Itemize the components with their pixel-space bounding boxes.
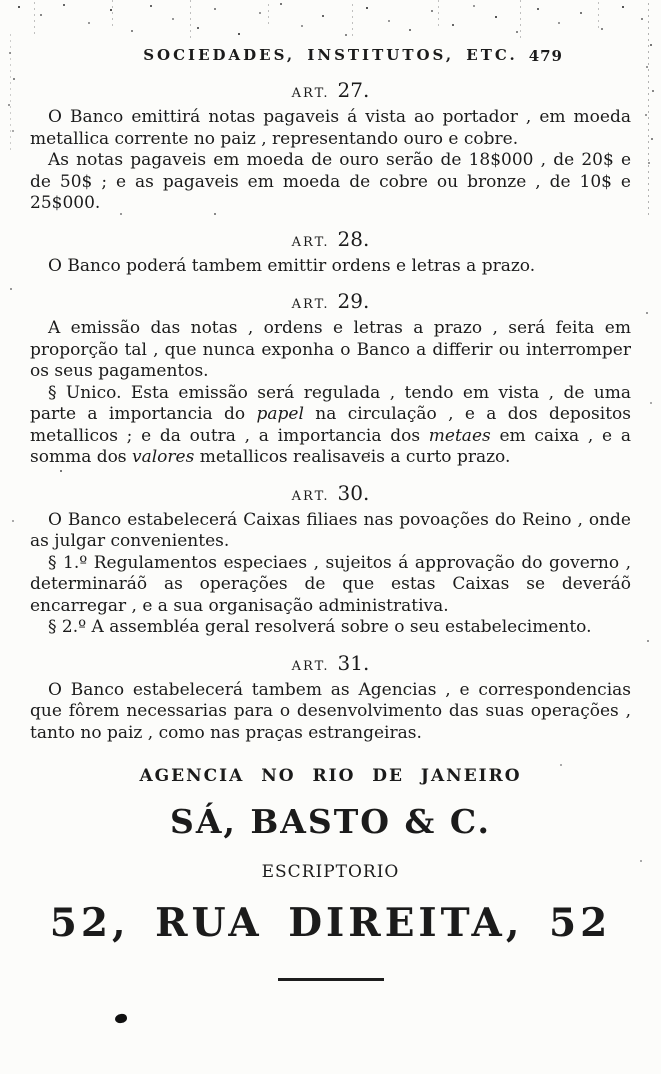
article-section bbox=[30, 481, 631, 639]
text-run: § 2.º A assembléa geral resolverá sobre o seu estabelecimento. bbox=[48, 617, 592, 637]
scan-noise-line bbox=[112, 0, 113, 26]
article-section bbox=[30, 227, 631, 278]
paragraph bbox=[30, 680, 631, 745]
scan-noise-line bbox=[520, 0, 521, 38]
article-number: 28. bbox=[337, 226, 370, 251]
page-number: 479 bbox=[528, 47, 563, 65]
article-section bbox=[30, 289, 631, 469]
agency-heading: AGENCIA NO RIO DE JANEIRO bbox=[139, 766, 522, 786]
text-run: em caixa , e a somma dos bbox=[30, 425, 631, 467]
scan-noise-line bbox=[34, 0, 35, 34]
scan-noise-line bbox=[268, 0, 269, 24]
scan-noise-line bbox=[352, 0, 353, 36]
paragraph bbox=[30, 617, 631, 639]
paragraph bbox=[30, 383, 631, 469]
paragraph bbox=[30, 553, 631, 618]
article-label: ART. bbox=[291, 234, 330, 250]
article-heading bbox=[30, 78, 631, 102]
company-name: SÁ, BASTO & C. bbox=[170, 802, 491, 841]
italic-term: papel bbox=[256, 404, 304, 424]
article-label: ART. bbox=[291, 297, 330, 312]
page-header bbox=[30, 46, 631, 66]
ink-blot bbox=[114, 1013, 127, 1024]
article-heading bbox=[30, 651, 631, 675]
paragraph bbox=[30, 510, 631, 553]
scan-noise-line bbox=[598, 0, 599, 28]
address-line: 52, RUA DIREITA, 52 bbox=[49, 900, 612, 946]
text-run: O Banco estabelecerá Caixas filiaes nas povoações do Reino , onde as julgar convenientes. bbox=[30, 509, 631, 551]
text-run: na circulação , e a dos depositos metallicos ; e da outra , a importancia dos bbox=[30, 404, 631, 446]
text-run: As notas pagaveis em moeda de ouro serão de 18$000 , de 20$ e de 50$ ; e as pagaveis em moeda de cobre ou bronze , de 10$ e 25$000. bbox=[30, 150, 631, 213]
article-number: 31. bbox=[337, 650, 370, 675]
text-run: O Banco estabelecerá tambem as Agencias , e correspondencias que fôrem necessarias para o desenvolvimento das suas operações , tanto no paiz , como nas praças estrangeiras. bbox=[30, 679, 631, 743]
paragraph bbox=[30, 256, 631, 278]
text-run: § Unico. Esta emissão será regulada , tendo em vista , de uma parte a importancia do bbox=[30, 382, 631, 424]
article-heading bbox=[30, 481, 631, 505]
end-rule bbox=[278, 978, 384, 981]
italic-term: metaes bbox=[428, 425, 491, 446]
scan-noise-line bbox=[648, 0, 649, 215]
office-label: ESCRIPTORIO bbox=[261, 862, 400, 882]
paragraph bbox=[30, 150, 631, 215]
running-title: SOCIEDADES, INSTITUTOS, ETC. bbox=[143, 46, 518, 64]
article-label: ART. bbox=[291, 658, 330, 674]
article-heading bbox=[30, 289, 631, 313]
article-section bbox=[30, 651, 631, 745]
text-run: O Banco emittirá notas pagaveis á vista ao portador , em moeda metallica corrente no paiz , representando ouro e cobre. bbox=[30, 107, 631, 149]
scan-noise-line bbox=[190, 0, 191, 38]
text-run: A emissão das notas , ordens e letras a prazo , será feita em proporção tal , que nunca exponha o Banco a differir ou interromper os seus pagamentos. bbox=[30, 318, 631, 381]
article-number: 29. bbox=[337, 289, 370, 313]
article-heading bbox=[30, 227, 631, 251]
article-number: 30. bbox=[337, 480, 370, 505]
scan-noise-line bbox=[10, 30, 11, 150]
italic-term: valores bbox=[131, 447, 195, 467]
text-run: O Banco poderá tambem emittir ordens e letras a prazo. bbox=[48, 255, 536, 276]
article-number: 27. bbox=[337, 78, 370, 102]
paragraph bbox=[30, 107, 631, 150]
scan-speckles bbox=[0, 0, 2, 2]
article-section bbox=[30, 78, 631, 215]
text-run: § 1.º Regulamentos especiaes , sujeitos á approvação do governo , determinaráõ as operações de que estas Caixas se deveráõ encarregar , e a sua organisação administrativa. bbox=[30, 552, 631, 616]
paragraph bbox=[30, 318, 631, 383]
advertisement bbox=[30, 766, 631, 981]
scan-noise-line bbox=[438, 0, 439, 26]
article-label: ART. bbox=[291, 86, 330, 101]
text-run: metallicos realisaveis a curto prazo. bbox=[194, 447, 511, 467]
article-label: ART. bbox=[291, 488, 330, 504]
